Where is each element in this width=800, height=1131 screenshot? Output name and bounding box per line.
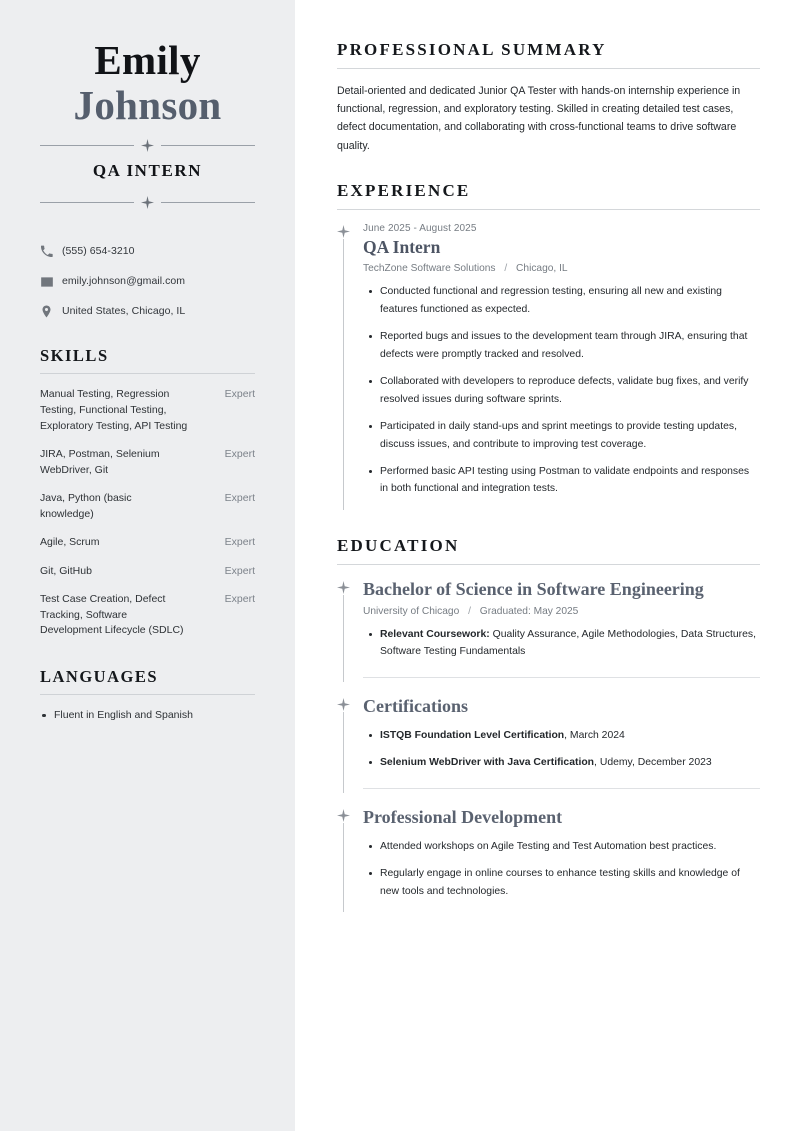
meta-separator: / xyxy=(504,263,508,275)
name-block xyxy=(40,0,255,209)
divider-line-right xyxy=(161,145,255,146)
divider-line-left xyxy=(40,202,134,203)
skill-level: Expert xyxy=(224,593,255,606)
summary-section xyxy=(337,40,760,155)
education-title: EDUCATION xyxy=(337,535,460,555)
skills-section xyxy=(40,346,255,638)
professional-development-body xyxy=(361,807,760,900)
degree-name: Bachelor of Science in Software Engineering xyxy=(363,578,704,599)
last-name: Johnson xyxy=(73,82,222,129)
professional-development-entry xyxy=(337,807,760,912)
certifications-heading: Certifications xyxy=(363,695,468,716)
education-sub-divider xyxy=(363,677,760,678)
skill-name: Git, GitHub xyxy=(40,564,92,577)
divider-bottom xyxy=(40,196,255,209)
four-point-star-icon xyxy=(337,698,350,711)
school-name: University of Chicago xyxy=(363,605,460,617)
skills-divider xyxy=(40,373,255,374)
contact-location xyxy=(40,305,255,319)
timeline-line xyxy=(343,595,344,682)
skill-item xyxy=(40,387,255,434)
experience-section xyxy=(337,181,760,510)
contact-list xyxy=(40,245,255,318)
experience-location: Chicago, IL xyxy=(516,263,568,275)
skill-name: Agile, Scrum xyxy=(40,536,100,549)
languages-section xyxy=(40,667,255,724)
experience-entry xyxy=(337,223,760,510)
experience-meta xyxy=(363,263,760,274)
four-point-star-icon xyxy=(337,581,350,594)
bullet-item xyxy=(380,727,760,744)
skill-level: Expert xyxy=(224,388,255,401)
skill-name: JIRA, Postman, Selenium WebDriver, Git xyxy=(40,448,160,476)
coursework-bullets xyxy=(363,626,760,661)
certifications-entry xyxy=(337,696,760,793)
skill-level: Expert xyxy=(224,448,255,461)
divider-line-left xyxy=(40,145,134,146)
phone-value: (555) 654-3210 xyxy=(62,245,135,258)
experience-date: June 2025 - August 2025 xyxy=(363,222,477,234)
education-section xyxy=(337,536,760,912)
location-value: United States, Chicago, IL xyxy=(62,304,186,317)
contact-email xyxy=(40,275,255,289)
coursework-label: Relevant Coursework: xyxy=(380,628,490,640)
languages-list xyxy=(40,708,255,724)
experience-role: QA Intern xyxy=(363,236,441,257)
education-meta xyxy=(363,606,760,617)
professional-development-list xyxy=(363,838,760,900)
meta-separator: / xyxy=(468,605,471,617)
summary-text: Detail-oriented and dedicated Junior QA Tester with hands-on internship experience in functional, regression, and exploratory testing. Skilled in creating detailed test cases, defect documentation, and collaborating with cross-functional teams to drive software quality. xyxy=(337,85,741,152)
certifications-sub-divider xyxy=(363,788,760,789)
four-point-star-icon xyxy=(337,809,350,822)
divider-top xyxy=(40,139,255,152)
timeline-line xyxy=(343,823,344,912)
bullet-item: Regularly engage in online courses to enhance testing skills and knowledge of new tools and technologies. xyxy=(380,865,760,900)
certification-detail: , Udemy, December 2023 xyxy=(594,757,712,769)
bullet-item: Performed basic API testing using Postman to validate endpoints and responses in both functional and integration tests. xyxy=(380,463,760,498)
first-name: Emily xyxy=(94,37,201,83)
bullet-item: Collaborated with developers to reproduce defects, validate bug fixes, and verify resolved issues during software sprints. xyxy=(380,373,760,408)
timeline-line xyxy=(343,239,344,510)
language-item: Fluent in English and Spanish xyxy=(40,708,255,724)
skill-name: Java, Python (basic knowledge) xyxy=(40,492,132,520)
certifications-list xyxy=(363,727,760,772)
bullet-item xyxy=(380,754,760,771)
skill-item xyxy=(40,447,255,478)
skill-item xyxy=(40,491,255,522)
bullet-item: Conducted functional and regression testing, ensuring all new and existing features functioned as expected. xyxy=(380,283,760,318)
graduation-date: Graduated: May 2025 xyxy=(479,605,579,617)
experience-entry-body xyxy=(361,223,760,498)
four-point-star-icon xyxy=(141,139,154,152)
skill-level: Expert xyxy=(224,536,255,549)
experience-company: TechZone Software Solutions xyxy=(363,263,496,275)
summary-title: PROFESSIONAL SUMMARY xyxy=(337,40,607,59)
skill-level: Expert xyxy=(224,564,255,577)
email-value: emily.johnson@gmail.com xyxy=(62,274,186,287)
experience-bullets xyxy=(363,283,760,498)
skills-title: SKILLS xyxy=(40,346,109,366)
education-divider xyxy=(337,564,760,565)
sidebar xyxy=(0,0,295,1131)
certifications-body xyxy=(361,696,760,791)
four-point-star-icon xyxy=(337,225,350,238)
coursework-text: Quality Assurance, Agile Methodologies, Data Structures, Software Testing Fundamentals xyxy=(380,628,756,658)
certification-detail: , March 2024 xyxy=(564,729,625,741)
sidebar-job-title: QA INTERN xyxy=(92,161,203,181)
divider-line-right xyxy=(161,202,255,203)
skill-name: Test Case Creation, Defect Tracking, Software Development Lifecycle (SDLC) xyxy=(40,593,184,637)
certification-name: Selenium WebDriver with Java Certification xyxy=(380,757,595,769)
bullet-item: Participated in daily stand-ups and sprint meetings to provide testing updates, discuss issues, and contribute to improving test coverage. xyxy=(380,418,760,453)
experience-divider xyxy=(337,209,760,210)
skill-level: Expert xyxy=(224,492,255,505)
professional-development-heading: Professional Development xyxy=(363,806,563,827)
summary-divider xyxy=(337,68,760,69)
experience-title: EXPERIENCE xyxy=(337,180,471,200)
phone-icon xyxy=(40,245,62,258)
location-pin-icon xyxy=(40,305,62,318)
bullet-item: Attended workshops on Agile Testing and Test Automation best practices. xyxy=(380,838,760,855)
education-entry-body xyxy=(361,579,760,680)
skill-name: Manual Testing, Regression Testing, Functional Testing, Exploratory Testing, API Testing xyxy=(40,388,188,432)
languages-divider xyxy=(40,694,255,695)
languages-title: LANGUAGES xyxy=(40,666,159,686)
skill-item xyxy=(40,564,255,580)
timeline-line xyxy=(343,712,344,793)
four-point-star-icon xyxy=(141,196,154,209)
skill-item xyxy=(40,592,255,639)
bullet-item: Reported bugs and issues to the development team through JIRA, ensuring that defects were promptly tracked and resolved. xyxy=(380,328,760,363)
bullet-item xyxy=(380,626,760,661)
envelope-icon xyxy=(40,275,62,289)
contact-phone xyxy=(40,245,255,259)
education-entry xyxy=(337,579,760,682)
skill-item xyxy=(40,535,255,551)
main-content xyxy=(295,0,800,1131)
certification-name: ISTQB Foundation Level Certification xyxy=(380,729,565,741)
